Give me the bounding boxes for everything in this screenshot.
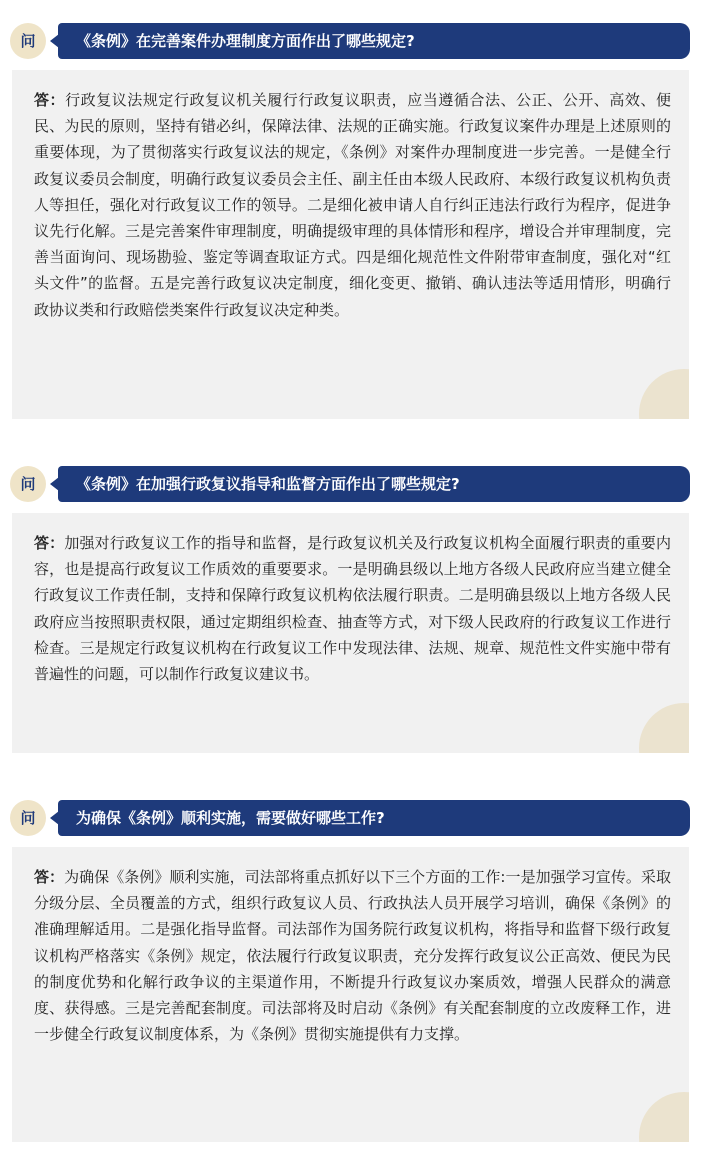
answer-text: [34, 530, 671, 687]
corner-decoration: [639, 369, 689, 419]
question-badge: 问: [10, 800, 46, 836]
answer-label: 答：: [34, 534, 65, 552]
corner-decoration: [639, 703, 689, 753]
answer-body: 加强对行政复议工作的指导和监督，是行政复议机关及行政复议机构全面履行职责的重要内容，也是提高行政复议工作质效的重要要求。一是明确县级以上地方各级人民政府应当建立健全行政复议工作责任制，支持和保障行政复议机构依法履行职责。二是明确县级以上地方各级人民政府应当按照职责权限，通过定期组织检查、抽查等方式，对下级人民政府的行政复议工作进行检查。三是规定行政复议机构在行政复议工作中发现法律、法规、规章、规范性文件实施中带有普遍性的问题，可以制作行政复议建议书。: [34, 534, 671, 684]
question-title: 《条例》在加强行政复议指导和监督方面作出了哪些规定?: [58, 466, 690, 502]
answer-label: 答：: [34, 868, 65, 886]
question-title: 《条例》在完善案件办理制度方面作出了哪些规定?: [58, 23, 690, 59]
question-title: 为确保《条例》顺利实施，需要做好哪些工作?: [58, 800, 690, 836]
question-badge: 问: [10, 23, 46, 59]
answer-text: [34, 87, 671, 323]
answer-box: [12, 70, 689, 419]
question-header: [10, 466, 690, 502]
answer-body: 行政复议法规定行政复议机关履行行政复议职责，应当遵循合法、公正、公开、高效、便民、为民的原则，坚持有错必纠，保障法律、法规的正确实施。行政复议案件办理是上述原则的重要体现，为了贯彻落实行政复议法的规定，《条例》对案件办理制度进一步完善。一是健全行政复议委员会制度，明确行政复议委员会主任、副主任由本级人民政府、本级行政复议机构负责人等担任，强化对行政复议工作的领导。二是细化被申请人自行纠正违法行政行为程序，促进争议先行化解。三是完善案件审理制度，明确提级审理的具体情形和程序，增设合并审理制度，完善当面询问、现场勘验、鉴定等调查取证方式。四是细化规范性文件附带审查制度，强化对“红头文件”的监督。五是完善行政复议决定制度，细化变更、撤销、确认违法等适用情形，明确行政协议类和行政赔偿类案件行政复议决定种类。: [34, 91, 671, 319]
question-header: [10, 800, 690, 836]
answer-box: [12, 513, 689, 753]
answer-label: 答：: [34, 91, 66, 109]
question-header: [10, 23, 690, 59]
question-badge: 问: [10, 466, 46, 502]
corner-decoration: [639, 1092, 689, 1142]
answer-body: 为确保《条例》顺利实施，司法部将重点抓好以下三个方面的工作:一是加强学习宣传。采取分级分层、全员覆盖的方式，组织行政复议人员、行政执法人员开展学习培训，确保《条例》的准确理解适用。二是强化指导监督。司法部作为国务院行政复议机构，将指导和监督下级行政复议机构严格落实《条例》规定，依法履行行政复议职责，充分发挥行政复议公正高效、便民为民的制度优势和化解行政争议的主渠道作用，不断提升行政复议办案质效，增强人民群众的满意度、获得感。三是完善配套制度。司法部将及时启动《条例》有关配套制度的立改废释工作，进一步健全行政复议制度体系，为《条例》贯彻实施提供有力支撑。: [34, 868, 671, 1044]
answer-text: [34, 864, 671, 1047]
answer-box: [12, 847, 689, 1142]
